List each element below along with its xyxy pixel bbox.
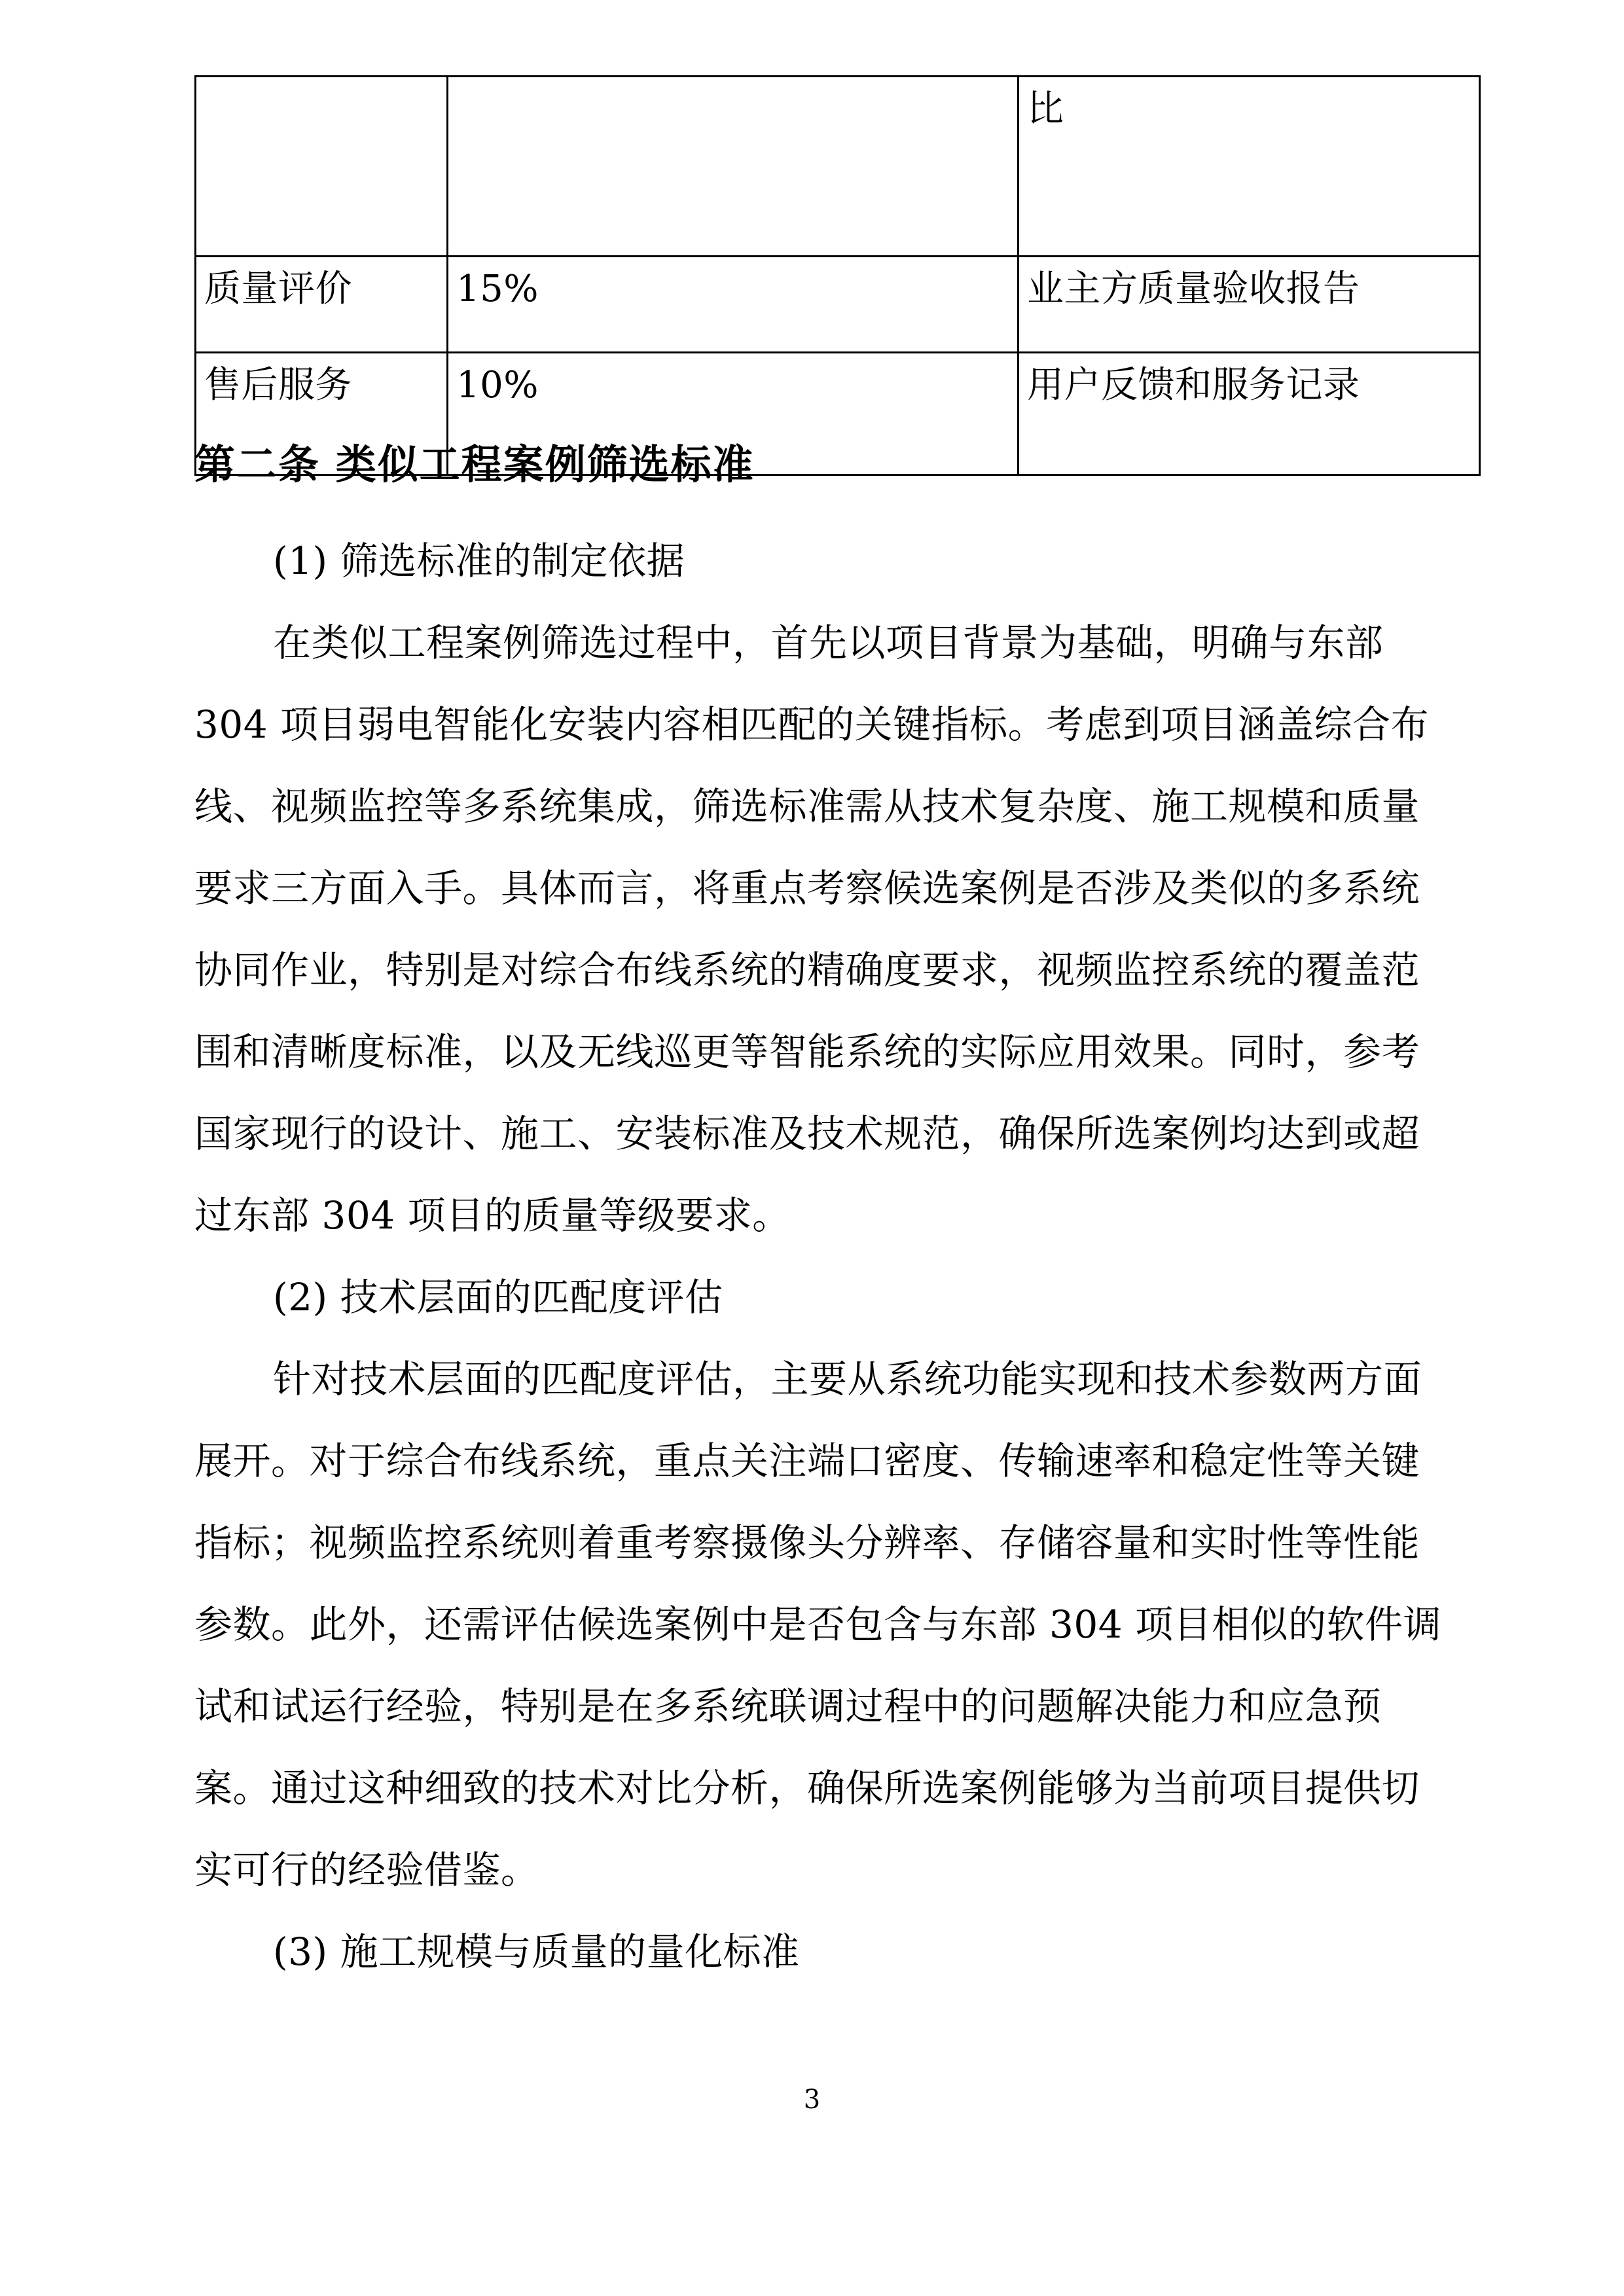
table-cell-item: 质量评价 <box>196 257 448 353</box>
table-cell-source: 比 <box>1019 77 1480 257</box>
paragraph-line: 过东部 304 项目的质量等级要求。 <box>194 1193 791 1238</box>
table-cell-weight: 10% <box>448 353 1019 475</box>
section-heading: 第二条 类似工程案例筛选标准 <box>194 440 755 488</box>
subheading-2: (2) 技术层面的匹配度评估 <box>273 1275 723 1319</box>
subheading-1-block <box>194 520 1425 602</box>
paragraph-line: 展开。对于综合布线系统，重点关注端口密度、传输速率和稳定性等关键 <box>194 1439 1420 1483</box>
table-cell-item: 售后服务 <box>196 353 448 475</box>
paragraph-line: 在类似工程案例筛选过程中，首先以项目背景为基础，明确与东部 <box>273 620 1384 665</box>
table-cell-weight: 15% <box>448 257 1019 353</box>
paragraph-line: 协同作业，特别是对综合布线系统的精确度要求，视频监控系统的覆盖范 <box>194 948 1420 992</box>
table-cell-source: 业主方质量验收报告 <box>1019 257 1480 353</box>
paragraph-line: 试和试运行经验，特别是在多系统联调过程中的问题解决能力和应急预 <box>194 1684 1382 1729</box>
paragraph-line: 指标；视频监控系统则着重考察摄像头分辨率、存储容量和实时性等性能 <box>194 1520 1420 1565</box>
table-cell-weight <box>448 77 1019 257</box>
paragraph-1 <box>194 602 1430 1257</box>
subheading-3: (3) 施工规模与质量的量化标准 <box>273 1929 800 1974</box>
criteria-table <box>194 75 1481 476</box>
table-cell-source: 用户反馈和服务记录 <box>1019 353 1480 475</box>
page-number: 3 <box>803 2085 821 2115</box>
paragraph-line: 实可行的经验借鉴。 <box>194 1848 539 1892</box>
paragraph-line: 参数。此外，还需评估候选案例中是否包含与东部 304 项目相似的软件调 <box>194 1602 1442 1647</box>
paragraph-line: 案。通过这种细致的技术对比分析，确保所选案例能够为当前项目提供切 <box>194 1766 1420 1810</box>
table-cell-item <box>196 77 448 257</box>
paragraph-line: 国家现行的设计、施工、安装标准及技术规范，确保所选案例均达到或超 <box>194 1111 1420 1156</box>
table-body <box>196 77 1480 475</box>
subheading-1: (1) 筛选标准的制定依据 <box>273 539 685 583</box>
paragraph-line: 要求三方面入手。具体而言，将重点考察候选案例是否涉及类似的多系统 <box>194 866 1420 910</box>
paragraph-line: 针对技术层面的匹配度评估，主要从系统功能实现和技术参数两方面 <box>273 1357 1422 1401</box>
subheading-2-block <box>194 1257 1425 1338</box>
subheading-3-block <box>194 1911 1425 1993</box>
paragraph-line: 线、视频监控等多系统集成，筛选标准需从技术复杂度、施工规模和质量 <box>194 784 1420 829</box>
paragraph-line: 围和清晰度标准，以及无线巡更等智能系统的实际应用效果。同时，参考 <box>194 1030 1420 1074</box>
criteria-table-wrapper <box>194 75 1426 476</box>
paragraph-line: 304 项目弱电智能化安装内容相匹配的关键指标。考虑到项目涵盖综合布 <box>194 702 1430 747</box>
table-row <box>196 77 1480 257</box>
paragraph-2 <box>194 1338 1442 1911</box>
table-row <box>196 257 1480 353</box>
